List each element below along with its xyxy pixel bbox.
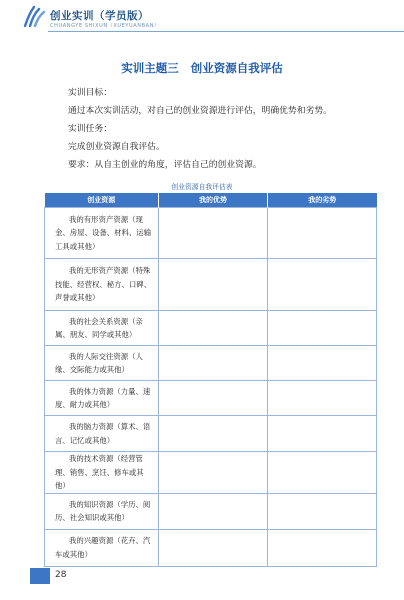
resource-cell: 我的体力资源（力量、速度、耐力或其他） [45,381,159,416]
instructions [68,84,368,174]
resource-cell: 我的知识资源（学历、阅历、社会知识或其他） [45,493,159,529]
title-part-1: 实训主题三 [121,61,179,75]
table-row [45,416,377,452]
table-row [45,311,377,346]
advantage-cell[interactable] [159,346,268,381]
page-header [0,0,404,34]
title-part-2: 创业资源自我评估 [190,61,283,75]
table-caption: 创业资源自我评估表 [171,183,233,191]
advantage-cell[interactable] [159,493,268,529]
advantage-cell[interactable] [159,452,268,494]
table-row [45,529,377,566]
disadvantage-cell[interactable] [268,381,377,416]
advantage-cell[interactable] [159,529,268,566]
resource-cell: 我的脑力资源（算术、语言、记忆或其他） [45,416,159,452]
page-number-tab [30,568,50,584]
table-row [45,493,377,529]
book-title: 创业实训（学员版） [50,10,149,22]
table-row [45,208,377,259]
disadvantage-cell[interactable] [268,208,377,259]
resource-cell: 我的人际交往资源（人缘、交际能力或其他） [45,346,159,381]
advantage-cell[interactable] [159,381,268,416]
book-subtitle: CHUANGYE SHIXUN（XUEYUANBAN） [50,23,160,29]
disadvantage-cell[interactable] [268,311,377,346]
disadvantage-cell[interactable] [268,259,377,311]
resource-cell: 我的兴趣资源（花卉、汽车或其他） [45,529,159,566]
column-header-disadvantage: 我的劣势 [268,193,377,208]
disadvantage-cell[interactable] [268,416,377,452]
advantage-cell[interactable] [159,259,268,311]
goal-heading: 实训目标： [68,88,112,98]
task-heading: 实训任务： [68,124,112,134]
header-rule [48,31,404,32]
resource-cell: 我的技术资源（经营管理、销售、烹饪、修车或其他） [45,452,159,494]
task-text: 完成创业资源自我评估。 [68,142,165,152]
requirement-text: 要求：从自主创业的角度，评估自己的创业资源。 [68,160,262,170]
advantage-cell[interactable] [159,208,268,259]
table-header-row [45,193,377,208]
disadvantage-cell[interactable] [268,493,377,529]
page-title [0,60,404,76]
column-header-advantage: 我的优势 [159,193,268,208]
disadvantage-cell[interactable] [268,529,377,566]
table-row [45,259,377,311]
resource-cell: 我的无形资产资源（特殊技能、经营权、秘方、口碑、声誉或其他） [45,259,159,311]
resource-assessment-table [44,193,377,567]
goal-text: 通过本次实训活动，对自己的创业资源进行评估，明确优势和劣势。 [68,106,332,116]
resource-cell: 我的社会关系资源（亲属、朋友、同学或其他） [45,311,159,346]
disadvantage-cell[interactable] [268,346,377,381]
disadvantage-cell[interactable] [268,452,377,494]
table-row [45,381,377,416]
resource-cell: 我的有形资产资源（现金、房屋、设备、材料、运输工具或其他） [45,208,159,259]
book-logo-icon [22,5,46,27]
page-number: 28 [55,570,67,580]
column-header-resource: 创业资源 [45,193,159,208]
advantage-cell[interactable] [159,311,268,346]
table-row [45,346,377,381]
table-row [45,452,377,494]
advantage-cell[interactable] [159,416,268,452]
